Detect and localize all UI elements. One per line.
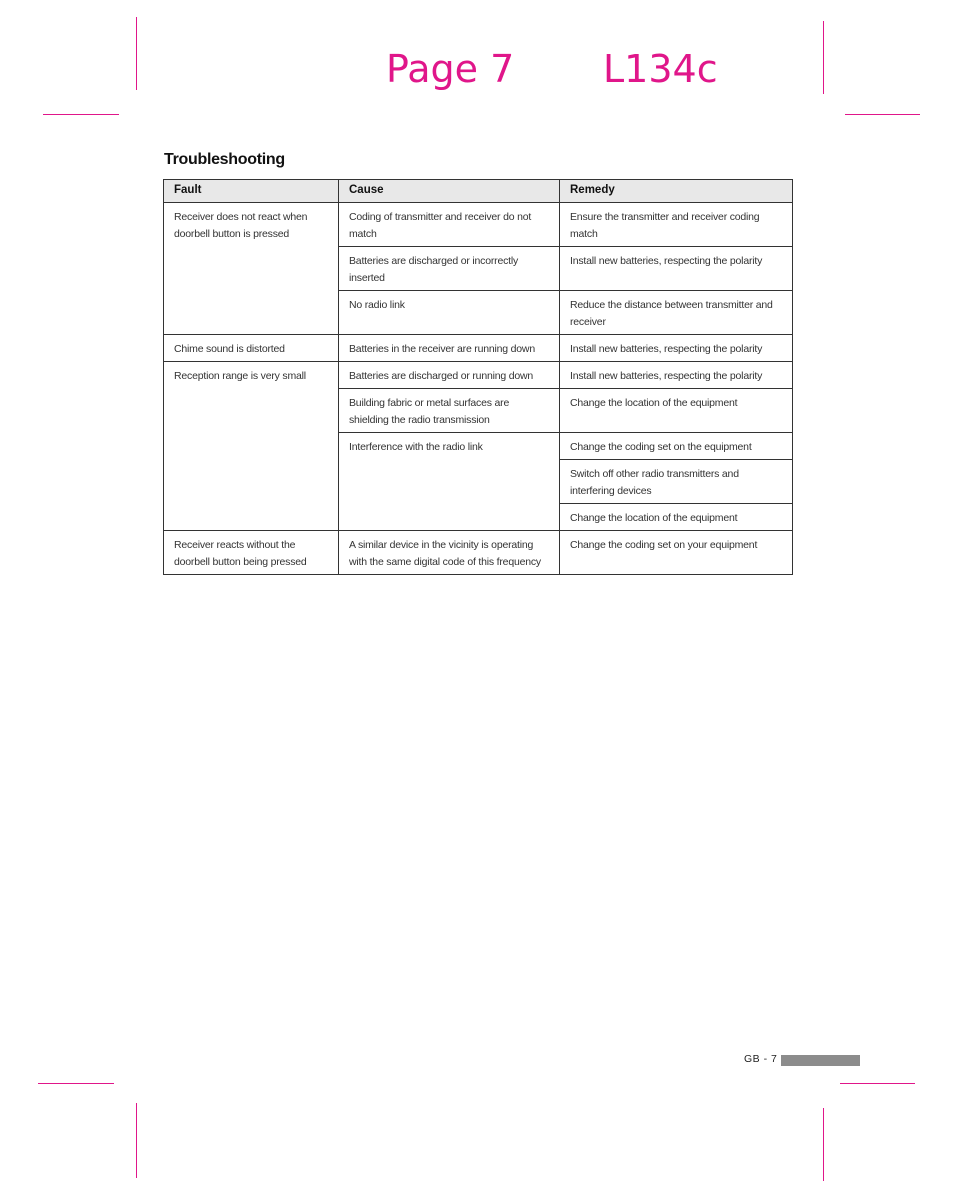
crop-mark-top-left-vertical — [136, 17, 137, 90]
footer-bar — [781, 1055, 860, 1066]
table-row — [164, 362, 793, 389]
cause-cell: Building fabric or metal surfaces are shielding the radio transmission — [339, 389, 560, 433]
header-cause: Cause — [339, 180, 560, 203]
cause-cell: Coding of transmitter and receiver do not match — [339, 203, 560, 247]
cause-cell: No radio link — [339, 291, 560, 335]
fault-cell: Reception range is very small — [164, 362, 339, 531]
header-fault: Fault — [164, 180, 339, 203]
cause-cell: Batteries in the receiver are running down — [339, 335, 560, 362]
fault-cell: Chime sound is distorted — [164, 335, 339, 362]
crop-mark-bottom-right-vertical — [823, 1108, 824, 1181]
crop-mark-top-right-horizontal — [845, 114, 920, 115]
table-row — [164, 531, 793, 575]
footer-page-number: GB - 7 — [744, 1053, 778, 1065]
table-header-row — [164, 180, 793, 203]
remedy-cell: Change the location of the equipment — [560, 504, 793, 531]
table-row — [164, 335, 793, 362]
remedy-cell: Switch off other radio transmitters and interfering devices — [560, 460, 793, 504]
cause-cell: Interference with the radio link — [339, 433, 560, 531]
remedy-cell: Install new batteries, respecting the polarity — [560, 335, 793, 362]
table-row — [164, 203, 793, 247]
section-heading: Troubleshooting — [164, 151, 285, 168]
fault-cell: Receiver does not react when doorbell button is pressed — [164, 203, 339, 335]
crop-mark-bottom-left-vertical — [136, 1103, 137, 1178]
cause-cell: Batteries are discharged or incorrectly inserted — [339, 247, 560, 291]
crop-mark-bottom-right-horizontal — [840, 1083, 915, 1084]
crop-mark-bottom-left-horizontal — [38, 1083, 114, 1084]
remedy-cell: Change the coding set on the equipment — [560, 433, 793, 460]
remedy-cell: Reduce the distance between transmitter and receiver — [560, 291, 793, 335]
crop-mark-top-right-vertical — [823, 21, 824, 94]
header-remedy: Remedy — [560, 180, 793, 203]
remedy-cell: Ensure the transmitter and receiver coding match — [560, 203, 793, 247]
remedy-cell: Install new batteries, respecting the polarity — [560, 362, 793, 389]
cause-cell: Batteries are discharged or running down — [339, 362, 560, 389]
page-label: Page 7 — [386, 47, 515, 91]
troubleshooting-table — [163, 179, 793, 575]
remedy-cell: Install new batteries, respecting the polarity — [560, 247, 793, 291]
crop-mark-top-left-horizontal — [43, 114, 119, 115]
fault-cell: Receiver reacts without the doorbell button being pressed — [164, 531, 339, 575]
table-body — [164, 203, 793, 575]
cause-cell: A similar device in the vicinity is operating with the same digital code of this frequency — [339, 531, 560, 575]
model-label: L134c — [603, 47, 718, 91]
remedy-cell: Change the coding set on your equipment — [560, 531, 793, 575]
remedy-cell: Change the location of the equipment — [560, 389, 793, 433]
